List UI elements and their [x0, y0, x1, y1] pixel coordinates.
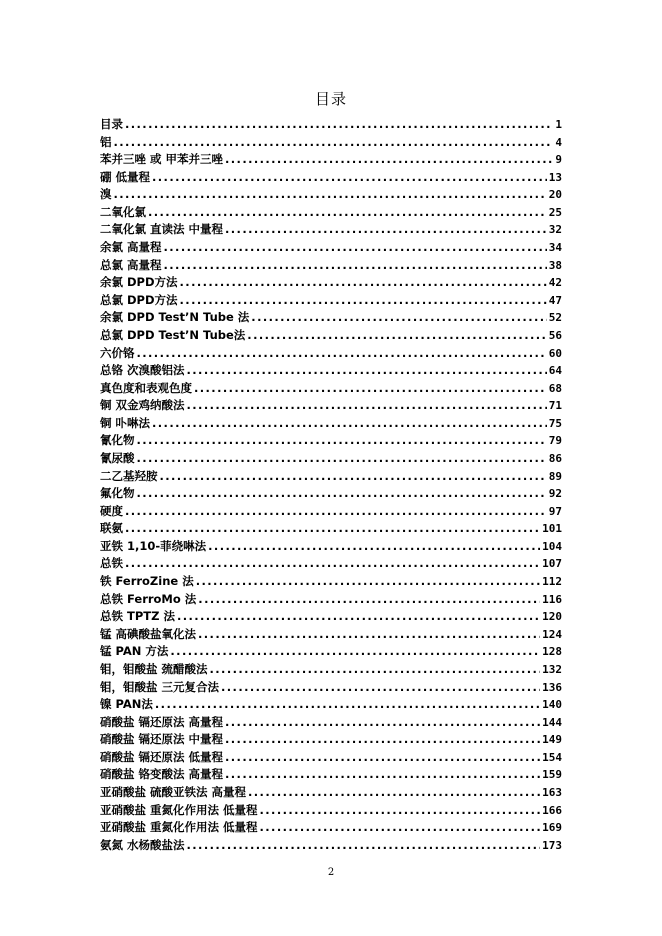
dot-leader [260, 803, 541, 817]
toc-entry-title: 苯并三唑 或 甲苯并三唑 [100, 152, 224, 167]
toc-entry[interactable] [100, 749, 562, 767]
dot-leader [196, 574, 540, 588]
toc-entry-page: 140 [542, 698, 562, 712]
toc-entry-page: 42 [548, 276, 562, 290]
toc-entry-page: 163 [542, 785, 562, 799]
dot-leader [180, 293, 547, 307]
toc-entry-title: 氰尿酸 [100, 450, 135, 465]
toc-entry[interactable] [100, 555, 562, 573]
dot-leader [180, 275, 547, 289]
toc-entry-title: 总氯 高量程 [100, 257, 162, 272]
page-number: 2 [327, 867, 335, 878]
dot-leader [225, 750, 540, 764]
toc-entry[interactable] [100, 608, 562, 626]
toc-entry-page: 52 [548, 311, 562, 325]
toc-entry-title: 余氯 高量程 [100, 240, 162, 255]
toc-entry-page: 149 [542, 733, 562, 747]
dot-leader [225, 152, 553, 166]
toc-entry-page: 86 [548, 451, 562, 465]
toc-entry-title: 二乙基羟胺 [100, 468, 158, 483]
dot-leader [225, 767, 540, 781]
toc-entry-title: 总铬 次溴酸铝法 [100, 363, 185, 378]
toc-entry-page: 68 [548, 381, 562, 395]
dot-leader [137, 433, 547, 447]
toc-entry[interactable] [100, 432, 562, 450]
toc-entry-title: 硝酸盐 铬变酸法 高量程 [100, 767, 224, 782]
toc-entry[interactable] [100, 151, 562, 169]
dot-leader [125, 117, 553, 131]
toc-entry-page: 97 [548, 504, 562, 518]
toc-entry[interactable] [100, 468, 562, 486]
dot-leader [148, 205, 547, 219]
toc-entry[interactable] [100, 573, 562, 591]
toc-entry[interactable] [100, 415, 562, 433]
toc-entry[interactable] [100, 714, 562, 732]
toc-entry-page: 159 [542, 768, 562, 782]
dot-leader [125, 521, 540, 535]
toc-entry-title: 真色度和表观色度 [100, 380, 192, 395]
toc-entry-title: 铜 双金鸡纳酸法 [100, 398, 185, 413]
table-of-contents [100, 116, 562, 854]
toc-entry-page: 75 [548, 416, 562, 430]
toc-entry-page: 89 [548, 469, 562, 483]
dot-leader [221, 680, 540, 694]
toc-entry-page: 136 [542, 680, 562, 694]
toc-entry-page: 38 [548, 258, 562, 272]
toc-entry-title: 总铁 FerroMo 法 [100, 591, 197, 606]
toc-entry-page: 132 [542, 662, 562, 676]
toc-entry-page: 169 [542, 821, 562, 835]
toc-entry-page: 116 [542, 592, 562, 606]
dot-leader [247, 328, 546, 342]
toc-entry-title: 铁 FerroZine 法 [100, 574, 194, 589]
toc-entry[interactable] [100, 837, 562, 855]
toc-entry[interactable] [100, 380, 562, 398]
toc-entry-title: 铜 卟啉法 [100, 415, 151, 430]
toc-entry[interactable] [100, 819, 562, 837]
toc-entry[interactable] [100, 679, 562, 697]
toc-entry-title: 氨氮 水杨酸盐法 [100, 837, 185, 852]
toc-entry-title: 锰 PAN 方法 [100, 644, 169, 659]
dot-leader [164, 240, 547, 254]
toc-entry-title: 硼 低量程 [100, 169, 151, 184]
toc-entry[interactable] [100, 292, 562, 310]
dot-leader [208, 539, 540, 553]
toc-entry-title: 溴 [100, 187, 112, 202]
toc-entry-title: 联氨 [100, 521, 123, 536]
toc-entry-page: 92 [548, 487, 562, 501]
toc-entry-page: 107 [542, 557, 562, 571]
dot-leader [155, 697, 540, 711]
toc-entry-page: 79 [548, 434, 562, 448]
toc-entry-page: 20 [548, 188, 562, 202]
toc-entry[interactable] [100, 134, 562, 152]
dot-leader [225, 732, 540, 746]
dot-leader [198, 627, 540, 641]
toc-entry-page: 166 [542, 803, 562, 817]
toc-entry[interactable] [100, 802, 562, 820]
page-title: 目录 [314, 90, 347, 108]
toc-entry[interactable] [100, 696, 562, 714]
toc-entry[interactable] [100, 538, 562, 556]
toc-entry-page: 101 [542, 522, 562, 536]
toc-entry-title: 氟化物 [100, 486, 135, 501]
toc-entry-page: 9 [555, 153, 562, 167]
dot-leader [137, 486, 547, 500]
toc-entry[interactable] [100, 239, 562, 257]
dot-leader [170, 644, 540, 658]
dot-leader [152, 170, 547, 184]
dot-leader [210, 662, 541, 676]
dot-leader [248, 785, 540, 799]
toc-entry-title: 亚硝酸盐 硫酸亚铁法 高量程 [100, 784, 247, 799]
dot-leader [177, 609, 540, 623]
toc-entry[interactable] [100, 204, 562, 222]
dot-leader [251, 310, 546, 324]
toc-entry-title: 二氧化氯 直读法 中量程 [100, 222, 224, 237]
toc-entry-title: 硝酸盐 镉还原法 高量程 [100, 714, 224, 729]
toc-entry[interactable] [100, 450, 562, 468]
toc-entry-page: 154 [542, 750, 562, 764]
toc-entry[interactable] [100, 327, 562, 345]
toc-entry[interactable] [100, 274, 562, 292]
toc-entry-title: 亚硝酸盐 重氮化作用法 低量程 [100, 802, 258, 817]
dot-leader [164, 258, 547, 272]
toc-entry-page: 32 [548, 223, 562, 237]
toc-entry[interactable] [100, 503, 562, 521]
toc-entry[interactable] [100, 766, 562, 784]
toc-entry-page: 13 [548, 170, 562, 184]
dot-leader [125, 504, 547, 518]
toc-entry-title: 余氯 DPD Test’N Tube 法 [100, 310, 250, 325]
toc-entry-page: 60 [548, 346, 562, 360]
toc-entry-page: 124 [542, 627, 562, 641]
dot-leader [225, 715, 540, 729]
dot-leader [160, 469, 547, 483]
toc-entry-page: 104 [542, 539, 562, 553]
dot-leader [260, 820, 541, 834]
toc-entry[interactable] [100, 485, 562, 503]
toc-entry-title: 硝酸盐 镉还原法 中量程 [100, 732, 224, 747]
toc-entry[interactable] [100, 257, 562, 275]
toc-entry-page: 64 [548, 364, 562, 378]
toc-entry[interactable] [100, 397, 562, 415]
toc-entry-page: 112 [542, 575, 562, 589]
toc-entry[interactable] [100, 661, 562, 679]
toc-entry-title: 钼，钼酸盐 巯醋酸法 [100, 661, 208, 676]
dot-leader [187, 838, 541, 852]
toc-entry-page: 4 [555, 135, 562, 149]
dot-leader [114, 135, 554, 149]
toc-entry-title: 氰化物 [100, 433, 135, 448]
toc-entry[interactable] [100, 362, 562, 380]
toc-entry-page: 144 [542, 715, 562, 729]
dot-leader [194, 381, 547, 395]
toc-entry-page: 25 [548, 205, 562, 219]
toc-entry-title: 总氯 DPD Test’N Tube法 [100, 327, 246, 342]
toc-entry[interactable] [100, 784, 562, 802]
toc-entry-title: 镍 PAN法 [100, 697, 153, 712]
toc-entry[interactable] [100, 591, 562, 609]
toc-entry-page: 47 [548, 293, 562, 307]
toc-entry-page: 120 [542, 610, 562, 624]
dot-leader [137, 346, 547, 360]
toc-entry[interactable] [100, 520, 562, 538]
toc-entry-title: 总铁 TPTZ 法 [100, 609, 175, 624]
toc-entry[interactable] [100, 626, 562, 644]
dot-leader [198, 592, 540, 606]
toc-entry-title: 总铁 [100, 556, 123, 571]
dot-leader [225, 222, 547, 236]
toc-entry-title: 余氯 DPD方法 [100, 275, 178, 290]
toc-entry-title: 硬度 [100, 503, 123, 518]
toc-entry-page: 34 [548, 241, 562, 255]
dot-leader [187, 363, 547, 377]
toc-entry-page: 71 [548, 399, 562, 413]
dot-leader [187, 398, 547, 412]
toc-entry[interactable] [100, 116, 562, 134]
toc-entry-title: 钼，钼酸盐 三元复合法 [100, 679, 220, 694]
toc-entry-title: 亚硝酸盐 重氮化作用法 低量程 [100, 820, 258, 835]
toc-entry[interactable] [100, 169, 562, 187]
toc-entry-title: 铝 [100, 134, 112, 149]
dot-leader [137, 451, 547, 465]
toc-entry[interactable] [100, 345, 562, 363]
dot-leader [114, 187, 547, 201]
toc-entry-page: 173 [542, 838, 562, 852]
toc-entry-page: 128 [542, 645, 562, 659]
toc-entry-title: 六价铬 [100, 345, 135, 360]
toc-entry-title: 总氯 DPD方法 [100, 292, 178, 307]
toc-entry[interactable] [100, 731, 562, 749]
toc-entry-title: 二氧化氯 [100, 204, 146, 219]
toc-entry-title: 目录 [100, 117, 123, 131]
toc-entry[interactable] [100, 309, 562, 327]
dot-leader [152, 416, 547, 430]
toc-entry[interactable] [100, 643, 562, 661]
toc-entry-title: 锰 高碘酸盐氧化法 [100, 626, 197, 641]
toc-entry-title: 亚铁 1,10-菲绕啉法 [100, 538, 207, 553]
toc-entry-page: 56 [548, 328, 562, 342]
toc-entry[interactable] [100, 221, 562, 239]
toc-entry[interactable] [100, 186, 562, 204]
toc-entry-title: 硝酸盐 镉还原法 低量程 [100, 749, 224, 764]
toc-entry-page: 1 [555, 118, 562, 131]
dot-leader [125, 556, 540, 570]
